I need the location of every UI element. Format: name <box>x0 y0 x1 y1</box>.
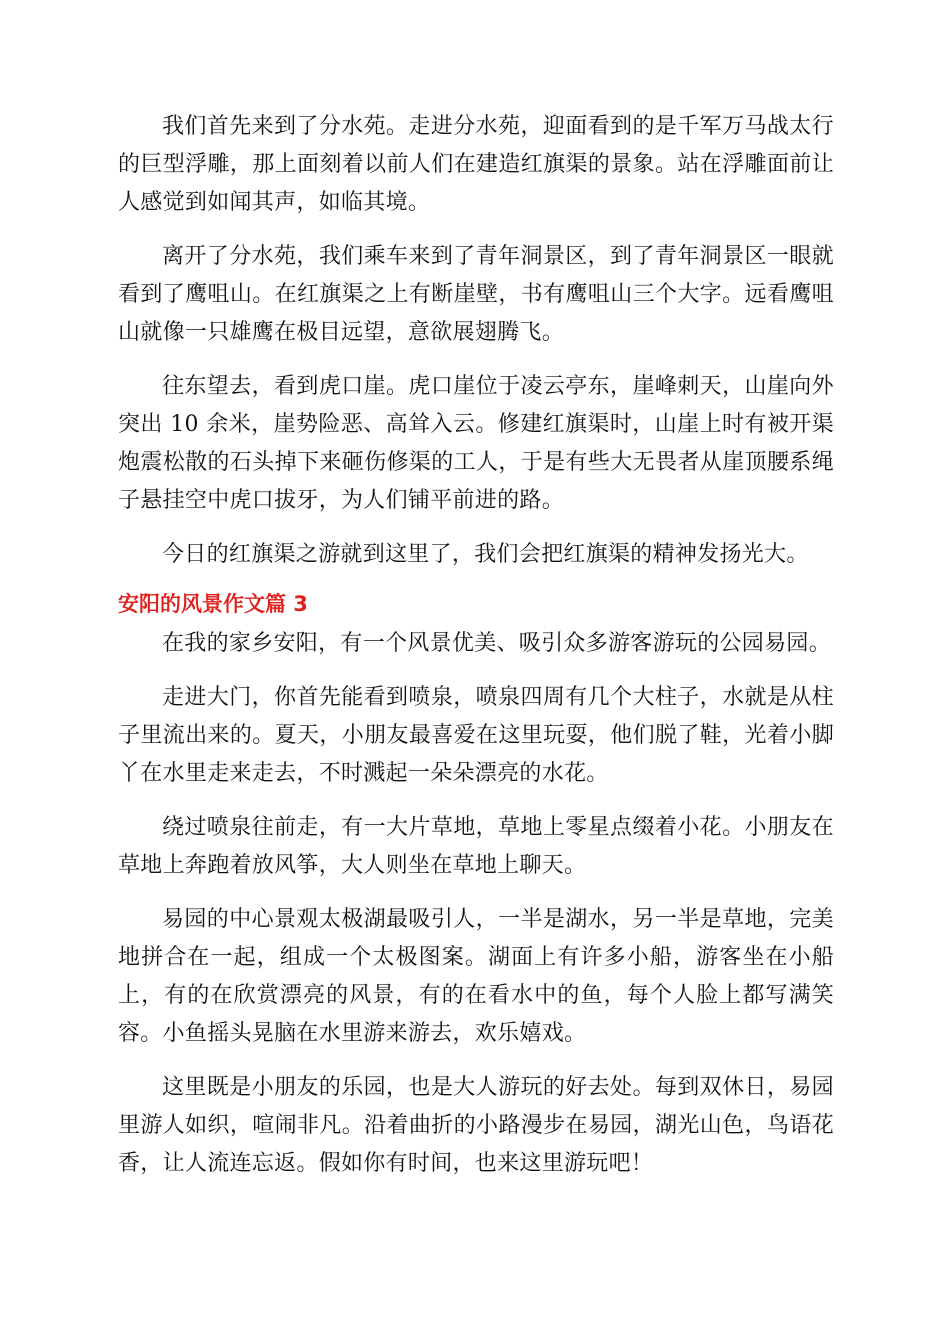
paragraph-lawn: 绕过喷泉往前走，有一大片草地，草地上零星点缀着小花。小朋友在草地上奔跑着放风筝，大人则坐在草地上聊天。 <box>118 815 834 878</box>
paragraph-hukouya: 往东望去，看到虎口崖。虎口崖位于凌云亭东，崖峰刺天，山崖向外突出 10 余米，崖势险恶、高耸入云。修建红旗渠时，山崖上时有被开渠炮震松散的石头掉下来砸伤修渠的工人，于是有些大无畏者从崖顶腰系绳子悬挂空中虎口拔牙，为人们铺平前进的路。 <box>118 374 834 513</box>
section-heading: 安阳的风景作文篇 3 <box>118 592 308 616</box>
paragraph-yingzuishan: 离开了分水苑，我们乘车来到了青年洞景区，到了青年洞景区一眼就看到了鹰咀山。在红旗渠之上有断崖壁，书有鹰咀山三个大字。远看鹰咀山就像一只雄鹰在极目远望，意欲展翅腾飞。 <box>118 244 834 345</box>
paragraph-fountain: 走进大门，你首先能看到喷泉，喷泉四周有几个大柱子，水就是从柱子里流出来的。夏天，小朋友最喜爱在这里玩耍，他们脱了鞋，光着小脚丫在水里走来走去，不时溅起一朵朵漂亮的水花。 <box>118 685 834 786</box>
document-body <box>118 108 834 1183</box>
paragraph-yiyuan-intro: 在我的家乡安阳，有一个风景优美、吸引众多游客游玩的公园易园。 <box>162 631 832 656</box>
paragraph-fenshuiyuan: 我们首先来到了分水苑。走进分水苑，迎面看到的是千军万马战太行的巨型浮雕，那上面刻着以前人们在建造红旗渠的景象。站在浮雕面前让人感觉到如闻其声，如临其境。 <box>118 114 834 215</box>
paragraph-conclusion: 这里既是小朋友的乐园，也是大人游玩的好去处。每到双休日，易园里游人如织，喧闹非凡。沿着曲折的小路漫步在易园，湖光山色，鸟语花香，让人流连忘返。假如你有时间，也来这里游玩吧！ <box>118 1075 834 1176</box>
paragraph-hongqiqu-ending: 今日的红旗渠之游就到这里了，我们会把红旗渠的精神发扬光大。 <box>162 542 809 567</box>
paragraph-taiji-lake: 易园的中心景观太极湖最吸引人，一半是湖水，另一半是草地，完美地拼合在一起，组成一个太极图案。湖面上有许多小船，游客坐在小船上，有的在欣赏漂亮的风景，有的在看水中的鱼，每个人脸上都写满笑容。小鱼摇头晃脑在水里游来游去，欢乐嬉戏。 <box>118 907 834 1046</box>
